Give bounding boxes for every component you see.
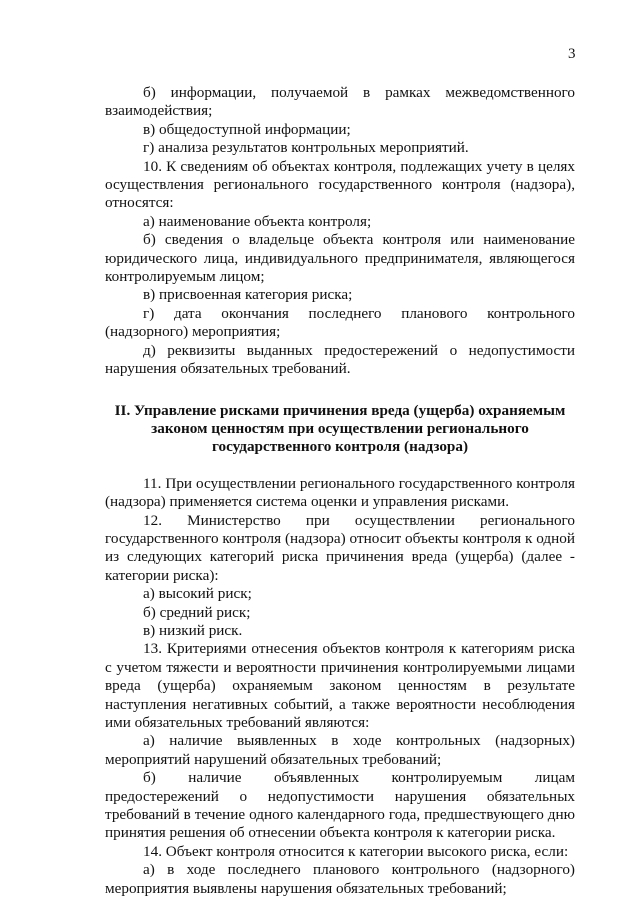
- paragraph: а) наименование объекта контроля;: [143, 212, 372, 230]
- paragraph: 10. К сведениям об объектах контроля, подлежащих учету в целях осуществления регионального государственного контроля (надзора), относятся:: [105, 157, 575, 212]
- paragraph: г) анализа результатов контрольных мероприятий.: [143, 139, 469, 157]
- paragraph: а) в ходе последнего планового контрольного (надзорного) мероприятия выявлены нарушения обязательных требований;: [105, 861, 575, 897]
- page-number: 3: [568, 46, 576, 62]
- paragraph: 12. Министерство при осуществлении регионального государственного контроля (надзора) относит объекты контроля к одной из следующих категорий риска причинения вреда (ущерба) (далее - категории риска):: [105, 511, 575, 584]
- document-body: [105, 84, 575, 898]
- paragraph: б) наличие объявленных контролируемым лицам предостережений о недопустимости нарушения обязательных требований в течение одного календарного года, предшествующего дню принятия решения об отнесении объекта контроля к категории риска.: [105, 769, 575, 842]
- paragraph: д) реквизиты выданных предостережений о недопустимости нарушения обязательных требований.: [105, 341, 575, 378]
- paragraph: а) наличие выявленных в ходе контрольных (надзорных) мероприятий нарушений обязательных требований;: [105, 732, 575, 768]
- paragraph: 14. Объект контроля относится к категории высокого риска, если:: [143, 842, 569, 860]
- paragraph: б) сведения о владельце объекта контроля или наименование юридического лица, индивидуального предпринимателя, являющегося контролируемым лицом;: [105, 231, 575, 286]
- paragraph: б) информации, получаемой в рамках межведомственного взаимодействия;: [105, 84, 575, 120]
- paragraph: 13. Критериями отнесения объектов контроля к категориям риска с учетом тяжести и вероятности причинения контролируемыми лицами вреда (ущерба) охраняемым законом ценностям в результате наступления негативных событий, а также вероятности несоблюдения ими обязательных требований являются:: [105, 640, 575, 731]
- paragraph: г) дата окончания последнего планового контрольного (надзорного) мероприятия;: [105, 304, 575, 341]
- paragraph: в) низкий риск.: [143, 621, 243, 639]
- section-heading-line: II. Управление рисками причинения вреда (ущерба) охраняемым: [114, 401, 566, 419]
- section-heading: [105, 402, 575, 457]
- paragraph: а) высокий риск;: [143, 585, 252, 603]
- paragraph: б) средний риск;: [143, 603, 251, 621]
- section-heading-line: законом ценностям при осуществлении регионального: [151, 419, 529, 437]
- section-heading-line: государственного контроля (надзора): [211, 438, 469, 456]
- paragraph: в) присвоенная категория риска;: [143, 286, 353, 304]
- paragraph: в) общедоступной информации;: [143, 120, 351, 138]
- paragraph: 11. При осуществлении регионального государственного контроля (надзора) применяется система оценки и управления рисками.: [105, 474, 575, 511]
